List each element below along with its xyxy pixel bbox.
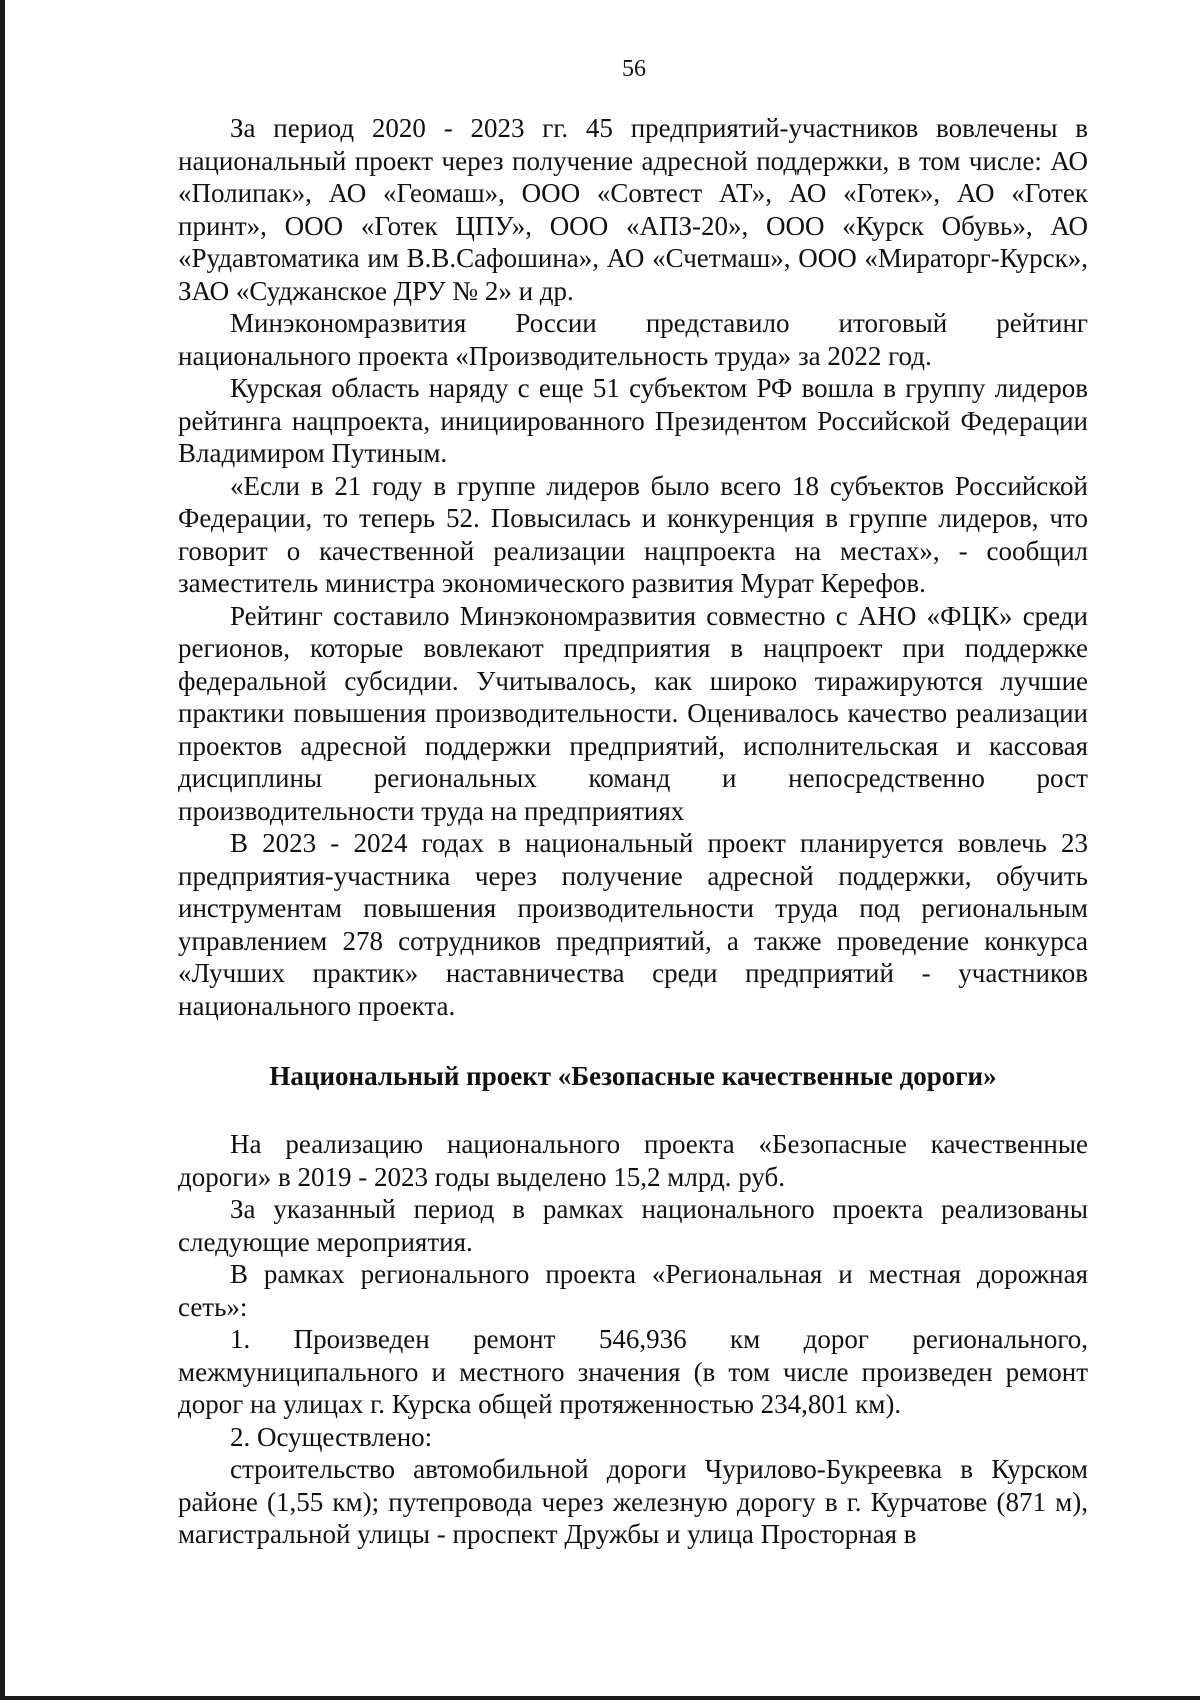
paragraph: Минэкономразвития России представило итоговый рейтинг национального проекта «Производительность труда» за 2022 год. <box>178 308 1088 371</box>
paragraph: На реализацию национального проекта «Безопасные качественные дороги» в 2019 - 2023 годы выделено 15,2 млрд. руб. <box>178 1129 1088 1192</box>
page-number: 56 <box>622 56 646 82</box>
paragraph: «Если в 21 году в группе лидеров было всего 18 субъектов Российской Федерации, то теперь 52. Повысилась и конкуренция в группе лидеров, что говорит о качественной реализации нацпроекта на местах», - сообщил заместитель министра экономического развития Мурат Керефов. <box>178 470 1088 598</box>
paragraph: За указанный период в рамках национального проекта реализованы следующие мероприятия. <box>178 1194 1088 1257</box>
paragraph: Рейтинг составило Минэкономразвития совместно с АНО «ФЦК» среди регионов, которые вовлекают предприятия в нацпроект при поддержке федеральной субсидии. Учитывалось, как широко тиражируются лучшие практики повышения производительности. Оценивалось качество реализации проектов адресной поддержки предприятий, исполнительская и кассовая дисциплины региональных команд и непосредственно рост производительности труда на предприятиях <box>178 600 1088 826</box>
scan-edge-left <box>0 0 5 1700</box>
paragraph: За период 2020 - 2023 гг. 45 предприятий-участников вовлечены в национальный проект через получение адресной поддержки, в том числе: АО «Полипак», АО «Геомаш», ООО «Совтест АТ», АО «Готек», АО «Готек принт», ООО «Готек ЦПУ», ООО «АПЗ-20», ООО «Курск Обувь», АО «Рудавтоматика им В.В.Сафошина», АО «Счетмаш», ООО «Мираторг-Курск», ЗАО «Суджанское ДРУ № 2» и др. <box>178 113 1088 306</box>
paragraph: строительство автомобильной дороги Чурилово-Букреевка в Курском районе (1,55 км); путепровода через железную дорогу в г. Курчатове (871 м), магистральной улицы - проспект Дружбы и улица Просторная в <box>178 1454 1088 1549</box>
document-body <box>178 112 1088 1551</box>
paragraph: В рамках регионального проекта «Региональная и местная дорожная сеть»: <box>178 1259 1088 1322</box>
paragraph: Курская область наряду с еще 51 субъектом РФ вошла в группу лидеров рейтинга нацпроекта, инициированного Президентом Российской Федерации Владимиром Путиным. <box>178 373 1088 468</box>
list-item: 2. Осуществлено: <box>230 1421 433 1452</box>
list-item: 1. Произведен ремонт 546,936 км дорог регионального, межмуниципального и местного значения (в том числе произведен ремонт дорог на улицах г. Курска общей протяженностью 234,801 км). <box>178 1324 1088 1419</box>
scan-edge-bottom <box>0 1696 1200 1700</box>
paragraph: В 2023 - 2024 годах в национальный проект планируется вовлечь 23 предприятия-участника через получение адресной поддержки, обучить инструментам повышения производительности труда под региональным управлением 278 сотрудников предприятий, а также проведение конкурса «Лучших практик» наставничества среди предприятий - участников национального проекта. <box>178 828 1088 1021</box>
section-heading: Национальный проект «Безопасные качественные дороги» <box>269 1061 997 1091</box>
